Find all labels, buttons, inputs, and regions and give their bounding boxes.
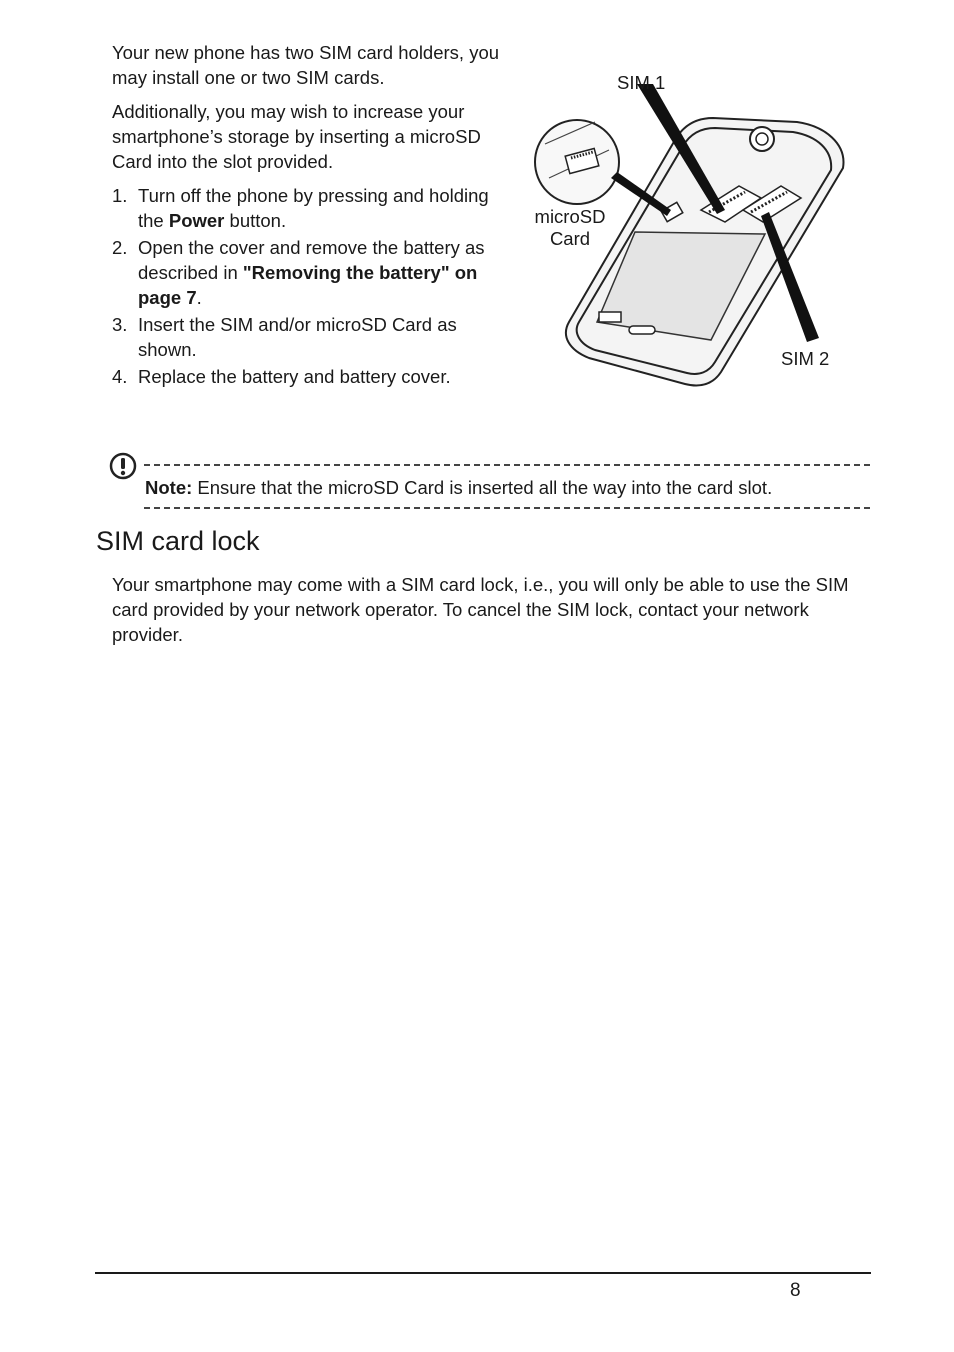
exclamation-circle-icon bbox=[109, 452, 137, 480]
label-microsd-line2: Card bbox=[549, 228, 591, 249]
step-item bbox=[112, 183, 512, 233]
microsd-zoom-inset bbox=[535, 120, 619, 204]
section-heading: SIM card lock bbox=[96, 526, 260, 556]
step-number: 2. bbox=[112, 237, 128, 258]
label-sim2: SIM 2 bbox=[781, 348, 830, 369]
step-item bbox=[112, 312, 512, 362]
note-body: Ensure that the microSD Card is inserted all the way into the card slot. bbox=[192, 477, 773, 498]
step-text: Replace the battery and battery cover. bbox=[138, 366, 451, 387]
step-text: Turn off the phone by pressing and holding the bbox=[138, 185, 489, 231]
step-number: 3. bbox=[112, 314, 128, 335]
page-number: 8 bbox=[790, 1280, 801, 1301]
label-microsd-line1: microSD bbox=[534, 206, 606, 227]
battery-connector bbox=[599, 312, 621, 322]
step-text-end: . bbox=[196, 287, 202, 308]
step-item bbox=[112, 235, 512, 310]
note-text bbox=[145, 476, 772, 500]
step-text-end: button. bbox=[224, 210, 287, 231]
note-top-divider bbox=[144, 464, 870, 466]
step-number: 1. bbox=[112, 185, 128, 206]
steps-list bbox=[112, 183, 512, 389]
note-bottom-divider bbox=[144, 507, 870, 509]
note-label: Note: bbox=[145, 477, 193, 498]
footer-rule bbox=[95, 1272, 871, 1274]
step-number: 4. bbox=[112, 366, 128, 387]
step-item bbox=[112, 364, 512, 389]
step-link-bold[interactable]: "Removing the battery" on page 7 bbox=[138, 262, 478, 308]
speaker-slot bbox=[629, 326, 655, 334]
step-text: Insert the SIM and/or microSD Card as shown. bbox=[138, 314, 457, 360]
step-text: Open the cover and remove the battery as described in bbox=[138, 237, 485, 283]
intro-paragraph-2: Additionally, you may wish to increase your smartphone’s storage by inserting a microSD Card into the slot provided. bbox=[112, 101, 481, 172]
step-bold: Power bbox=[168, 210, 225, 231]
camera-lens bbox=[750, 127, 774, 151]
section-body: Your smartphone may come with a SIM card lock, i.e., you will only be able to use the SIM card provided by your network operator. To cancel the SIM lock, contact your network provider. bbox=[112, 574, 849, 645]
intro-text bbox=[112, 40, 512, 391]
phone-sim-illustration bbox=[525, 60, 855, 400]
label-sim1: SIM 1 bbox=[617, 72, 666, 93]
intro-paragraph-1: Your new phone has two SIM card holders, you may install one or two SIM cards. bbox=[112, 42, 500, 88]
label-microsd bbox=[529, 206, 611, 250]
